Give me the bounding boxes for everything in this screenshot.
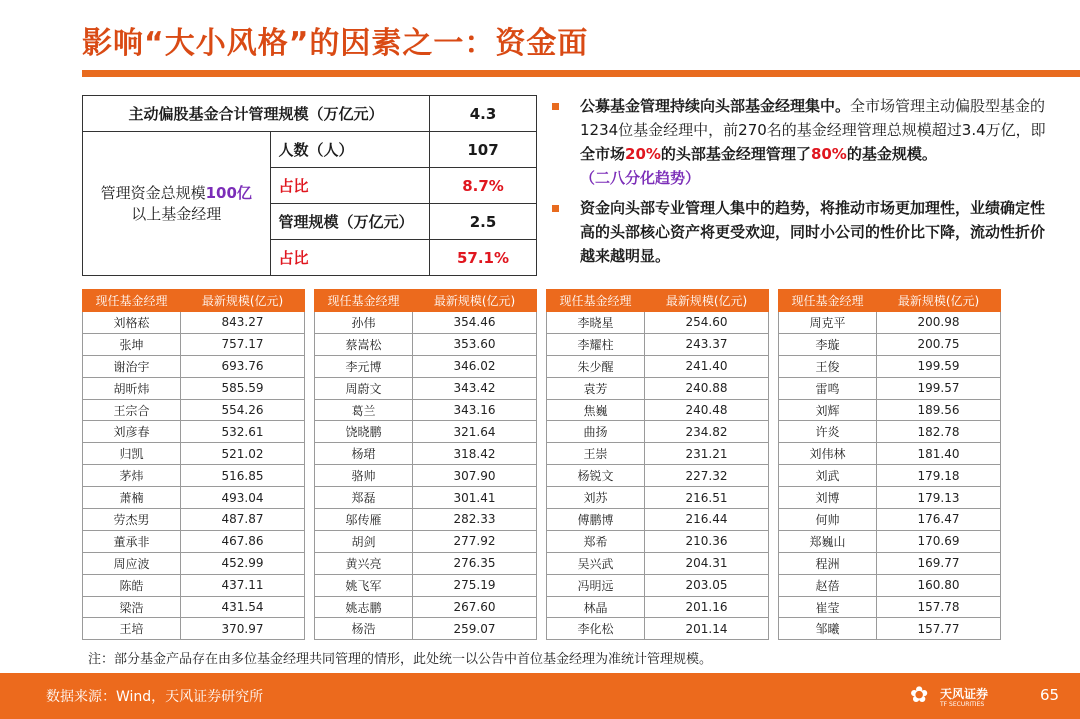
manager-aum: 176.47 bbox=[877, 509, 1001, 531]
table-row bbox=[83, 509, 305, 531]
manager-aum: 179.13 bbox=[877, 487, 1001, 509]
table-row bbox=[315, 530, 537, 552]
table-row bbox=[779, 443, 1001, 465]
column-header-manager: 现任基金经理 bbox=[547, 290, 645, 312]
table-header-row bbox=[315, 290, 537, 312]
manager-name: 胡昕炜 bbox=[83, 377, 181, 399]
bullet-headline: 公募基金管理持续向头部基金经理集中。 bbox=[580, 97, 851, 115]
aum-share-value: 57.1% bbox=[430, 240, 537, 276]
manager-name: 刘彦春 bbox=[83, 421, 181, 443]
manager-aum: 275.19 bbox=[413, 574, 537, 596]
manager-name: 许炎 bbox=[779, 421, 877, 443]
manager-name: 刘苏 bbox=[547, 487, 645, 509]
bullet-text: 资金向头部专业管理人集中的趋势，将推动市场更加理性，业绩确定性高的头部核心资产将更受欢迎，同时小公司的性价比下降，流动性折价越来越明显。 bbox=[580, 199, 1046, 265]
manager-name: 王宗合 bbox=[83, 399, 181, 421]
table-row bbox=[547, 487, 769, 509]
manager-name: 林晶 bbox=[547, 596, 645, 618]
manager-name: 杨锐文 bbox=[547, 465, 645, 487]
group-label-c: 以上基金经理 bbox=[131, 204, 222, 223]
table-row bbox=[779, 333, 1001, 355]
manager-name: 葛兰 bbox=[315, 399, 413, 421]
table-row bbox=[83, 618, 305, 640]
manager-name: 何帅 bbox=[779, 509, 877, 531]
table-row bbox=[83, 312, 305, 334]
manager-name: 李化松 bbox=[547, 618, 645, 640]
table-row bbox=[315, 377, 537, 399]
table-row bbox=[315, 421, 537, 443]
table-row bbox=[83, 552, 305, 574]
column-header-manager: 现任基金经理 bbox=[83, 290, 181, 312]
headcount-share-label: 占比 bbox=[270, 168, 429, 204]
manager-aum: 693.76 bbox=[181, 355, 305, 377]
table-row bbox=[83, 530, 305, 552]
logo-name: 天风证券 bbox=[940, 687, 989, 701]
manager-aum: 431.54 bbox=[181, 596, 305, 618]
table-row bbox=[83, 596, 305, 618]
manager-aum: 234.82 bbox=[645, 421, 769, 443]
manager-name: 郑巍山 bbox=[779, 530, 877, 552]
total-aum-value: 4.3 bbox=[430, 96, 537, 132]
table-row bbox=[779, 509, 1001, 531]
manager-aum: 199.57 bbox=[877, 377, 1001, 399]
table-row bbox=[779, 596, 1001, 618]
table-row bbox=[315, 509, 537, 531]
manager-name: 郑希 bbox=[547, 530, 645, 552]
manager-name: 傅鹏博 bbox=[547, 509, 645, 531]
table-row bbox=[315, 487, 537, 509]
group-label-a: 管理资金总规模 bbox=[100, 183, 206, 202]
manager-aum: 240.48 bbox=[645, 399, 769, 421]
manager-aum: 343.42 bbox=[413, 377, 537, 399]
manager-name: 朱少醒 bbox=[547, 355, 645, 377]
manager-name: 周克平 bbox=[779, 312, 877, 334]
manager-aum: 321.64 bbox=[413, 421, 537, 443]
aum-share-label: 占比 bbox=[270, 240, 429, 276]
manager-aum: 157.77 bbox=[877, 618, 1001, 640]
table-row bbox=[315, 312, 537, 334]
manager-aum: 843.27 bbox=[181, 312, 305, 334]
bullet-square-icon bbox=[552, 205, 559, 212]
manager-aum: 243.37 bbox=[645, 333, 769, 355]
table-row bbox=[83, 355, 305, 377]
bullet-text: 全市场管理主动偏股型基金的1234位基金经理中，前270名的基金经理管理总规模超过3.4万亿，即 bbox=[580, 97, 1046, 139]
bullet-emphasis: 的头部基金经理管理了 bbox=[660, 145, 811, 163]
manager-name: 刘伟林 bbox=[779, 443, 877, 465]
manager-name: 刘辉 bbox=[779, 399, 877, 421]
manager-aum: 343.16 bbox=[413, 399, 537, 421]
table-row bbox=[83, 421, 305, 443]
table-row bbox=[779, 618, 1001, 640]
manager-aum: 585.59 bbox=[181, 377, 305, 399]
manager-aum: 276.35 bbox=[413, 552, 537, 574]
table-row bbox=[547, 399, 769, 421]
column-header-aum: 最新规模(亿元) bbox=[181, 290, 305, 312]
manager-name: 赵蓓 bbox=[779, 574, 877, 596]
table-row bbox=[547, 312, 769, 334]
manager-aum: 282.33 bbox=[413, 509, 537, 531]
manager-name: 梁浩 bbox=[83, 596, 181, 618]
table-row bbox=[547, 443, 769, 465]
table-header-row bbox=[83, 290, 305, 312]
manager-name: 郑磊 bbox=[315, 487, 413, 509]
manager-name: 陈皓 bbox=[83, 574, 181, 596]
summary-table bbox=[82, 95, 537, 276]
table-row bbox=[83, 574, 305, 596]
bullet-emphasis: 全市场 bbox=[580, 145, 626, 163]
manager-name: 刘博 bbox=[779, 487, 877, 509]
table-row bbox=[83, 465, 305, 487]
manager-aum: 200.98 bbox=[877, 312, 1001, 334]
manager-aum: 231.21 bbox=[645, 443, 769, 465]
table-row bbox=[315, 399, 537, 421]
manager-name: 黄兴亮 bbox=[315, 552, 413, 574]
page-number: 65 bbox=[1040, 686, 1060, 704]
manager-name: 姚志鹏 bbox=[315, 596, 413, 618]
manager-name: 姚飞军 bbox=[315, 574, 413, 596]
data-source: 数据来源：Wind，天风证券研究所 bbox=[46, 689, 264, 705]
bullet-trend-note: （二八分化趋势） bbox=[580, 169, 701, 187]
table-row bbox=[83, 333, 305, 355]
table-row bbox=[779, 312, 1001, 334]
group-aum-label: 管理规模（万亿元） bbox=[270, 204, 429, 240]
manager-aum: 354.46 bbox=[413, 312, 537, 334]
bullet-item bbox=[548, 196, 1048, 268]
manager-name: 王俊 bbox=[779, 355, 877, 377]
table-row bbox=[315, 333, 537, 355]
manager-aum: 493.04 bbox=[181, 487, 305, 509]
bullet-list bbox=[548, 94, 1048, 274]
manager-name: 饶晓鹏 bbox=[315, 421, 413, 443]
page-title: 影响“大小风格”的因素之一：资金面 bbox=[82, 26, 589, 61]
table-row bbox=[779, 574, 1001, 596]
table-row bbox=[547, 596, 769, 618]
manager-aum: 757.17 bbox=[181, 333, 305, 355]
manager-name: 谢治宇 bbox=[83, 355, 181, 377]
table-row bbox=[83, 399, 305, 421]
manager-aum: 210.36 bbox=[645, 530, 769, 552]
manager-table-3 bbox=[546, 289, 769, 640]
manager-aum: 353.60 bbox=[413, 333, 537, 355]
manager-aum: 467.86 bbox=[181, 530, 305, 552]
manager-aum: 532.61 bbox=[181, 421, 305, 443]
manager-name: 蔡嵩松 bbox=[315, 333, 413, 355]
column-header-aum: 最新规模(亿元) bbox=[877, 290, 1001, 312]
table-row bbox=[547, 421, 769, 443]
group-label bbox=[83, 132, 271, 276]
headcount-value: 107 bbox=[430, 132, 537, 168]
manager-aum: 160.80 bbox=[877, 574, 1001, 596]
manager-aum: 437.11 bbox=[181, 574, 305, 596]
manager-name: 曲扬 bbox=[547, 421, 645, 443]
table-row bbox=[547, 509, 769, 531]
manager-name: 骆帅 bbox=[315, 465, 413, 487]
logo-subtitle: TF SECURITIES bbox=[940, 701, 985, 708]
manager-aum: 179.18 bbox=[877, 465, 1001, 487]
table-row bbox=[779, 465, 1001, 487]
manager-aum: 487.87 bbox=[181, 509, 305, 531]
bullet-red-figure: 80% bbox=[810, 145, 847, 163]
manager-aum: 301.41 bbox=[413, 487, 537, 509]
table-row bbox=[315, 596, 537, 618]
manager-name: 张坤 bbox=[83, 333, 181, 355]
manager-name: 焦巍 bbox=[547, 399, 645, 421]
column-header-aum: 最新规模(亿元) bbox=[413, 290, 537, 312]
table-row bbox=[547, 377, 769, 399]
manager-name: 萧楠 bbox=[83, 487, 181, 509]
table-row bbox=[83, 487, 305, 509]
manager-name: 雷鸣 bbox=[779, 377, 877, 399]
manager-aum: 267.60 bbox=[413, 596, 537, 618]
manager-aum: 203.05 bbox=[645, 574, 769, 596]
manager-aum: 259.07 bbox=[413, 618, 537, 640]
table-row bbox=[547, 333, 769, 355]
manager-aum: 370.97 bbox=[181, 618, 305, 640]
manager-table-4 bbox=[778, 289, 1001, 640]
manager-aum: 201.16 bbox=[645, 596, 769, 618]
manager-name: 胡剑 bbox=[315, 530, 413, 552]
summary-row bbox=[83, 96, 537, 132]
table-row bbox=[547, 574, 769, 596]
manager-aum: 201.14 bbox=[645, 618, 769, 640]
manager-name: 周蔚文 bbox=[315, 377, 413, 399]
title-divider bbox=[82, 70, 1080, 77]
manager-name: 程洲 bbox=[779, 552, 877, 574]
table-row bbox=[315, 552, 537, 574]
manager-name: 王崇 bbox=[547, 443, 645, 465]
bullet-red-figure: 20% bbox=[625, 145, 661, 163]
manager-name: 崔莹 bbox=[779, 596, 877, 618]
manager-name: 杨浩 bbox=[315, 618, 413, 640]
manager-aum: 554.26 bbox=[181, 399, 305, 421]
bullet-square-icon bbox=[552, 103, 559, 110]
bullet-item bbox=[548, 94, 1048, 190]
manager-name: 吴兴武 bbox=[547, 552, 645, 574]
manager-aum: 241.40 bbox=[645, 355, 769, 377]
total-aum-label: 主动偏股基金合计管理规模（万亿元） bbox=[83, 96, 430, 132]
manager-name: 周应波 bbox=[83, 552, 181, 574]
manager-name: 刘武 bbox=[779, 465, 877, 487]
manager-name: 李璇 bbox=[779, 333, 877, 355]
table-row bbox=[315, 574, 537, 596]
headcount-label: 人数（人） bbox=[270, 132, 429, 168]
table-row bbox=[547, 552, 769, 574]
manager-name: 归凯 bbox=[83, 443, 181, 465]
manager-name: 王培 bbox=[83, 618, 181, 640]
manager-aum: 277.92 bbox=[413, 530, 537, 552]
manager-aum: 318.42 bbox=[413, 443, 537, 465]
table-row bbox=[547, 530, 769, 552]
table-row bbox=[779, 421, 1001, 443]
table-row bbox=[83, 443, 305, 465]
footer-bar bbox=[0, 673, 1080, 719]
table-header-row bbox=[779, 290, 1001, 312]
column-header-aum: 最新规模(亿元) bbox=[645, 290, 769, 312]
manager-aum: 216.44 bbox=[645, 509, 769, 531]
manager-name: 董承非 bbox=[83, 530, 181, 552]
table-row bbox=[547, 618, 769, 640]
manager-aum: 254.60 bbox=[645, 312, 769, 334]
manager-aum: 516.85 bbox=[181, 465, 305, 487]
manager-name: 李耀柱 bbox=[547, 333, 645, 355]
manager-aum: 181.40 bbox=[877, 443, 1001, 465]
table-row bbox=[315, 618, 537, 640]
manager-name: 李晓星 bbox=[547, 312, 645, 334]
table-row bbox=[547, 465, 769, 487]
column-header-manager: 现任基金经理 bbox=[779, 290, 877, 312]
manager-aum: 452.99 bbox=[181, 552, 305, 574]
manager-name: 劳杰男 bbox=[83, 509, 181, 531]
table-row bbox=[779, 487, 1001, 509]
table-row bbox=[315, 355, 537, 377]
manager-aum: 170.69 bbox=[877, 530, 1001, 552]
manager-aum: 182.78 bbox=[877, 421, 1001, 443]
group-aum-value: 2.5 bbox=[430, 204, 537, 240]
table-row bbox=[779, 377, 1001, 399]
manager-aum: 200.75 bbox=[877, 333, 1001, 355]
footnote: 注：部分基金产品存在由多位基金经理共同管理的情形，此处统一以公告中首位基金经理为准统计管理规模。 bbox=[88, 652, 713, 667]
manager-aum: 227.32 bbox=[645, 465, 769, 487]
table-row bbox=[315, 443, 537, 465]
table-header-row bbox=[547, 290, 769, 312]
manager-name: 冯明远 bbox=[547, 574, 645, 596]
table-row bbox=[779, 399, 1001, 421]
manager-name: 邬传雁 bbox=[315, 509, 413, 531]
manager-aum: 169.77 bbox=[877, 552, 1001, 574]
company-logo bbox=[910, 681, 1020, 713]
manager-table-2 bbox=[314, 289, 537, 640]
headcount-share-value: 8.7% bbox=[430, 168, 537, 204]
manager-aum: 307.90 bbox=[413, 465, 537, 487]
manager-name: 袁芳 bbox=[547, 377, 645, 399]
manager-aum: 189.56 bbox=[877, 399, 1001, 421]
manager-aum: 157.78 bbox=[877, 596, 1001, 618]
manager-aum: 216.51 bbox=[645, 487, 769, 509]
bullet-emphasis: 的基金规模。 bbox=[846, 145, 937, 163]
column-header-manager: 现任基金经理 bbox=[315, 290, 413, 312]
table-row bbox=[779, 552, 1001, 574]
manager-aum: 240.88 bbox=[645, 377, 769, 399]
manager-aum: 199.59 bbox=[877, 355, 1001, 377]
manager-name: 邹曦 bbox=[779, 618, 877, 640]
table-row bbox=[315, 465, 537, 487]
manager-aum: 204.31 bbox=[645, 552, 769, 574]
table-row bbox=[83, 377, 305, 399]
summary-row bbox=[83, 132, 537, 168]
table-row bbox=[779, 530, 1001, 552]
manager-name: 杨珺 bbox=[315, 443, 413, 465]
manager-aum: 521.02 bbox=[181, 443, 305, 465]
manager-name: 刘格菘 bbox=[83, 312, 181, 334]
flower-icon: ✿ bbox=[910, 683, 929, 708]
manager-name: 孙伟 bbox=[315, 312, 413, 334]
table-row bbox=[779, 355, 1001, 377]
manager-name: 茅炜 bbox=[83, 465, 181, 487]
table-row bbox=[547, 355, 769, 377]
manager-aum: 346.02 bbox=[413, 355, 537, 377]
manager-table-1 bbox=[82, 289, 305, 640]
manager-name: 李元博 bbox=[315, 355, 413, 377]
group-label-threshold: 100亿 bbox=[205, 183, 252, 202]
